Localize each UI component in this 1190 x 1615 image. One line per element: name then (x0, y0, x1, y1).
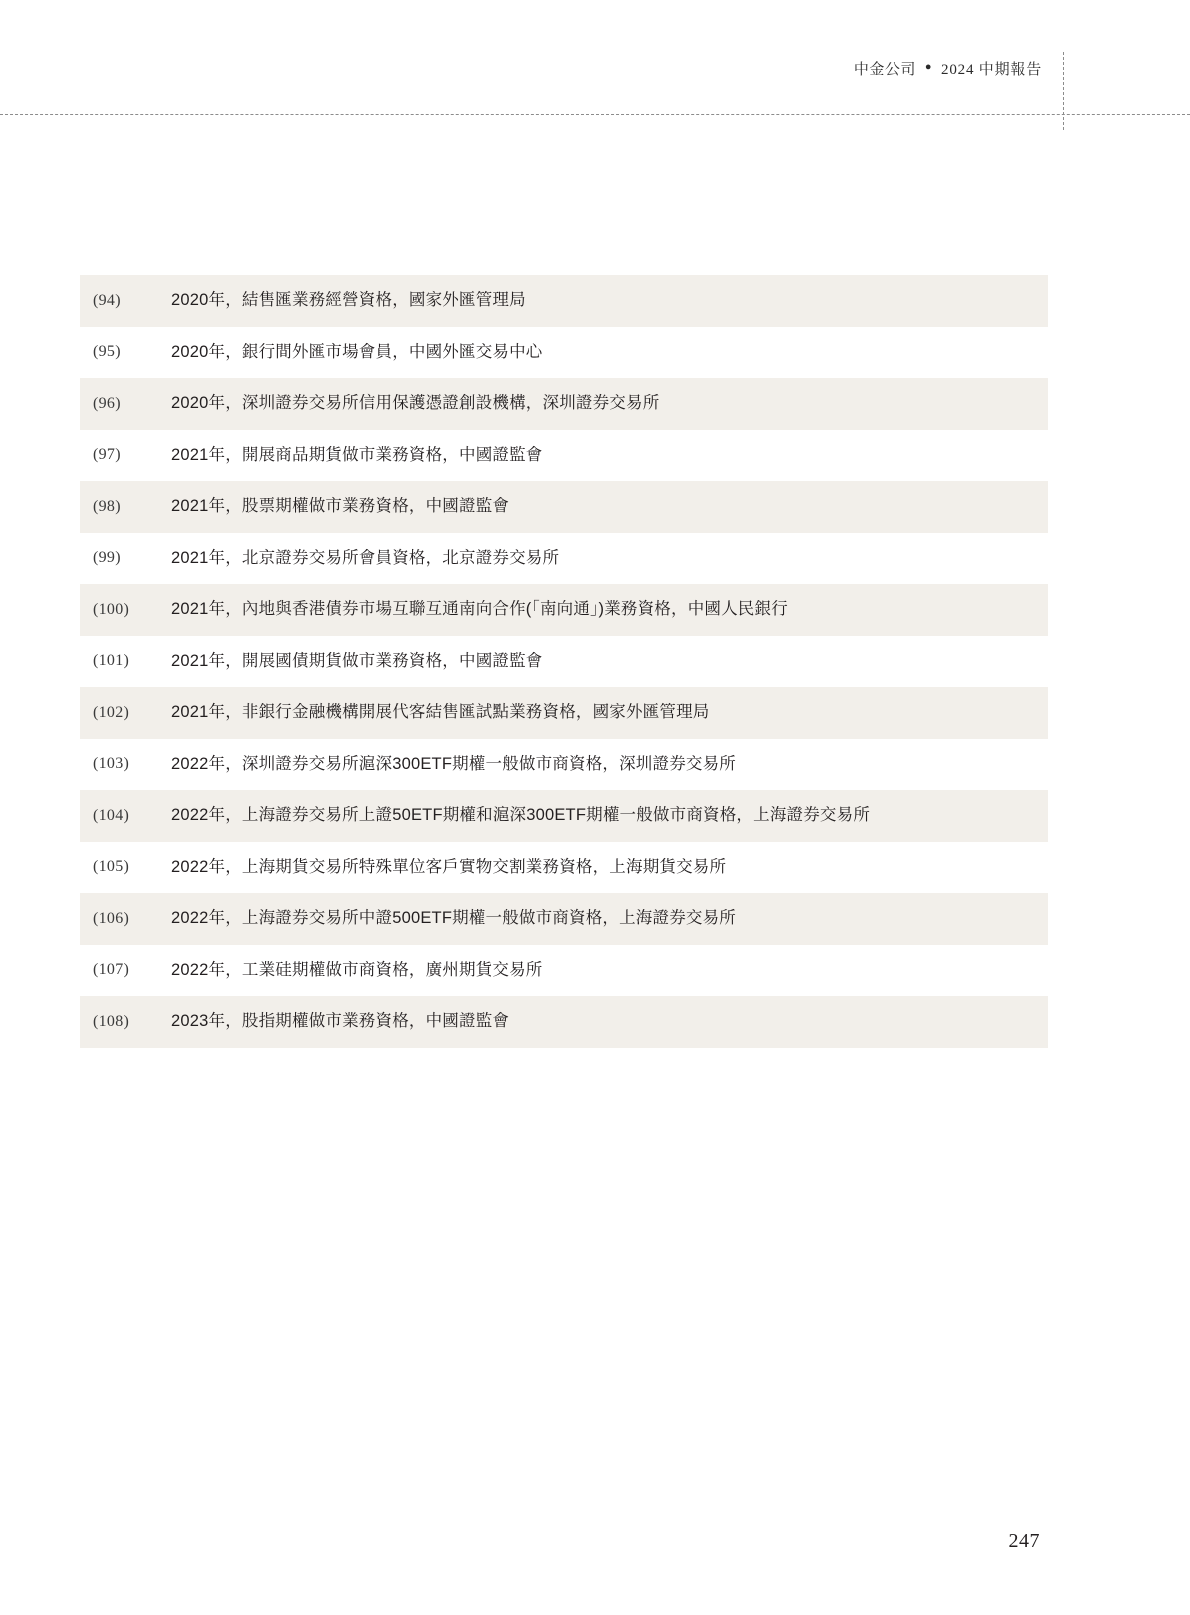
list-item-number: (94) (93, 291, 121, 309)
list-item-number: (105) (93, 858, 130, 876)
list-item (80, 584, 1048, 636)
list-item (80, 327, 1048, 379)
list-item-text: 2021年，北京證券交易所會員資格，北京證券交易所 (171, 548, 560, 567)
list-item-number: (101) (93, 652, 130, 670)
list-item-text: 2021年，開展商品期貨做市業務資格，中國證監會 (171, 445, 543, 464)
list-item (80, 533, 1048, 585)
list-item (80, 842, 1048, 894)
list-item-text: 2022年，上海期貨交易所特殊單位客戶實物交割業務資格，上海期貨交易所 (171, 857, 727, 876)
list-item-number: (96) (93, 394, 121, 412)
header-company-name: 中金公司 (853, 61, 916, 78)
header-divider-rule (0, 114, 1190, 115)
list-item-number: (97) (93, 446, 121, 464)
list-item-text: 2023年，股指期權做市業務資格，中國證監會 (171, 1012, 510, 1031)
list-item (80, 275, 1048, 327)
list-item (80, 893, 1048, 945)
header-report-name: 2024 中期報告 (941, 62, 1042, 78)
list-item-text: 2020年，銀行間外匯市場會員，中國外匯交易中心 (171, 342, 543, 361)
list-item (80, 790, 1048, 842)
list-item (80, 945, 1048, 997)
page-number: 247 (1008, 1530, 1040, 1552)
list-item-number: (102) (93, 703, 130, 721)
list-item-number: (108) (93, 1012, 130, 1030)
header-divider-tick (1063, 52, 1064, 130)
list-item-number: (107) (93, 961, 130, 979)
list-item (80, 481, 1048, 533)
list-item-number: (99) (93, 549, 121, 567)
list-item-text: 2022年，工業硅期權做市商資格，廣州期貨交易所 (171, 960, 543, 979)
page-header (854, 58, 1042, 79)
list-item (80, 739, 1048, 791)
list-item-number: (98) (93, 497, 121, 515)
list-item-number: (100) (93, 600, 130, 618)
list-item-text: 2021年，內地與香港債券市場互聯互通南向合作(「南向通」)業務資格，中國人民銀行 (171, 600, 788, 619)
header-separator-dot: ● (924, 61, 933, 73)
list-item-text: 2022年，深圳證券交易所滬深300ETF期權一般做市商資格，深圳證券交易所 (171, 754, 736, 773)
list-item (80, 996, 1048, 1048)
list-item-number: (95) (93, 343, 121, 361)
list-item-text: 2020年，結售匯業務經營資格，國家外匯管理局 (171, 291, 526, 310)
list-item-text: 2021年，股票期權做市業務資格，中國證監會 (171, 497, 510, 516)
list-item-text: 2020年，深圳證券交易所信用保護憑證創設機構，深圳證券交易所 (171, 394, 660, 413)
list-item (80, 378, 1048, 430)
list-item-number: (106) (93, 909, 130, 927)
list-item-text: 2021年，開展國債期貨做市業務資格，中國證監會 (171, 651, 543, 670)
list-item-text: 2021年，非銀行金融機構開展代客結售匯試點業務資格，國家外匯管理局 (171, 703, 710, 722)
list-item-text: 2022年，上海證券交易所中證500ETF期權一般做市商資格，上海證券交易所 (171, 909, 736, 928)
list-item (80, 636, 1048, 688)
qualification-list (80, 275, 1048, 1048)
list-item-number: (104) (93, 806, 130, 824)
list-item-text: 2022年，上海證券交易所上證50ETF期權和滬深300ETF期權一般做市商資格，上海證券交易所 (171, 806, 871, 825)
list-item (80, 687, 1048, 739)
list-item-number: (103) (93, 755, 130, 773)
list-item (80, 430, 1048, 482)
